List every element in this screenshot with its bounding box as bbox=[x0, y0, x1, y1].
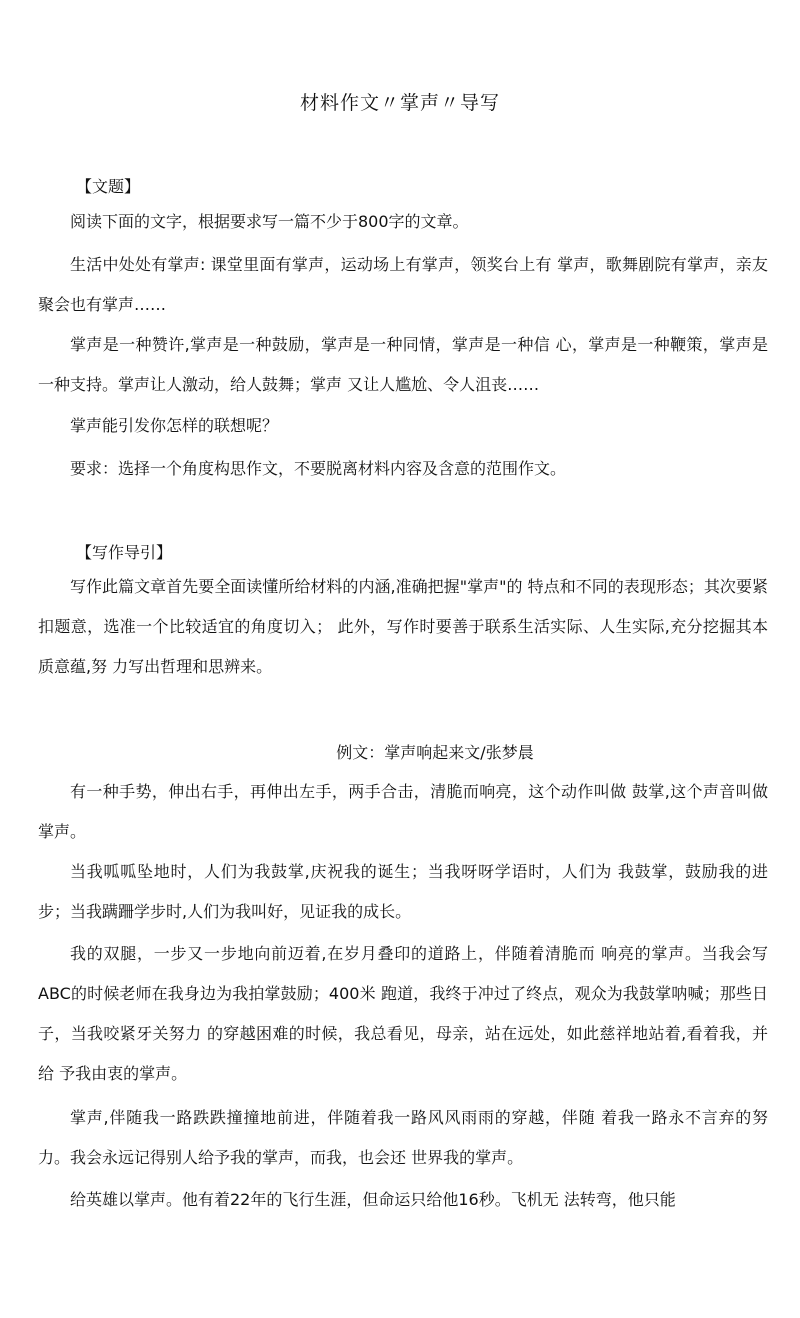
section-heading-guide: 【写作导引】 bbox=[76, 543, 173, 562]
paragraph: 生活中处处有掌声: 课堂里面有掌声，运动场上有掌声，领奖台上有 掌声，歌舞剧院有掌声，亲友聚会也有掌声…… bbox=[38, 255, 768, 314]
paragraph: 掌声,伴随我一路跌跌撞撞地前进，伴随着我一路风风雨雨的穿越，伴随 着我一路永不言弃的努力。我会永远记得别人给予我的掌声，而我，也会还 世界我的掌声。 bbox=[38, 1108, 768, 1167]
document-title: 材料作文〃掌声〃导写 bbox=[299, 92, 500, 114]
paragraph: 要求：选择一个角度构思作文，不要脱离材料内容及含意的范围作文。 bbox=[70, 459, 567, 478]
example-title: 例文：掌声响起来文/张梦晨 bbox=[336, 743, 534, 762]
paragraph: 给英雄以掌声。他有着22年的飞行生涯，但命运只给他16秒。飞机无 法转弯，他只能 bbox=[70, 1190, 676, 1209]
paragraph: 掌声能引发你怎样的联想呢？ bbox=[70, 416, 279, 435]
section-heading-topic: 【文题】 bbox=[76, 177, 141, 196]
paragraph: 当我呱呱坠地时，人们为我鼓掌,庆祝我的诞生；当我呀呀学语时，人们为 我鼓掌，鼓励我的进步；当我蹒跚学步时,人们为我叫好，见证我的成长。 bbox=[38, 862, 768, 921]
paragraph: 我的双腿，一步又一步地向前迈着,在岁月叠印的道路上，伴随着清脆而 响亮的掌声。当我会写ABC的时候老师在我身边为我拍掌鼓励；400米 跑道，我终于冲过了终点，观众为我鼓掌呐喊；那些日子，当我咬紧牙关努力 的穿越困难的时候，我总看见，母亲，站在远处，如此慈祥地站着,看着我，并给 予我由衷的掌声。 bbox=[38, 944, 768, 1083]
paragraph: 写作此篇文章首先要全面读懂所给材料的内涵,准确把握"掌声"的 特点和不同的表现形态；其次要紧扣题意，选准一个比较适宜的角度切入； 此外，写作时要善于联系生活实际、人生实际,充分挖掘其本质意蕴,努 力写出哲理和思辨来。 bbox=[38, 577, 768, 676]
paragraph: 掌声是一种赞许,掌声是一种鼓励，掌声是一种同情，掌声是一种信 心，掌声是一种鞭策，掌声是一种支持。掌声让人激动，给人鼓舞；掌声 又让人尴尬、令人沮丧…… bbox=[38, 335, 768, 394]
paragraph: 有一种手势，伸出右手，再伸出左手，两手合击，清脆而响亮，这个动作叫做 鼓掌,这个声音叫做掌声。 bbox=[38, 782, 768, 841]
paragraph: 阅读下面的文字，根据要求写一篇不少于800字的文章。 bbox=[70, 212, 469, 231]
